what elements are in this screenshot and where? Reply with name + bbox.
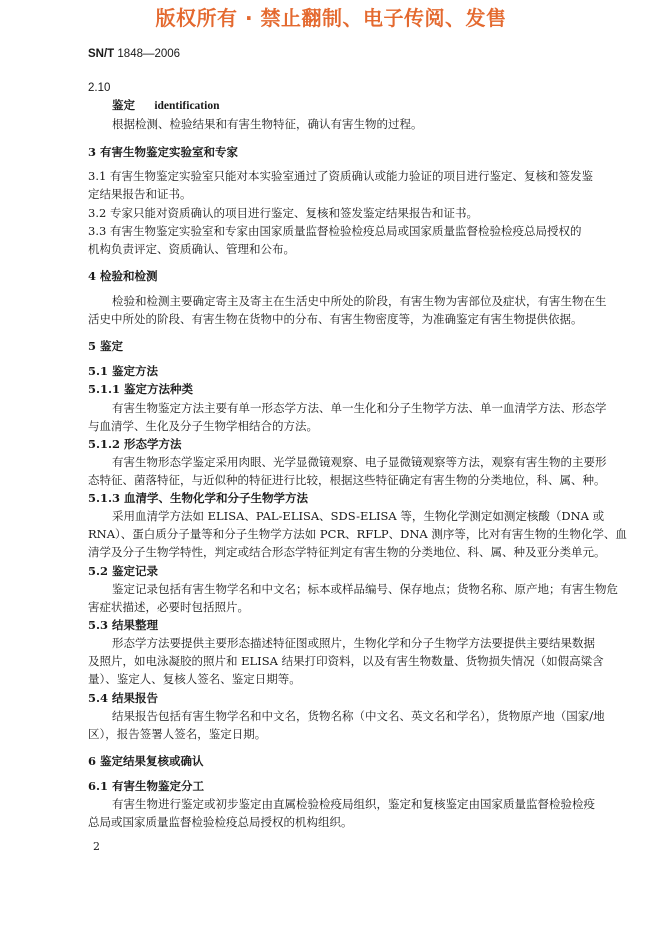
subsection-heading: 5.4 结果报告: [88, 691, 159, 705]
paragraph-line: 活史中所处的阶段、有害生物在货物中的分布、有害生物密度等，为准确鉴定有害生物提供依据。: [88, 312, 583, 326]
paragraph-line: 采用血清学方法如 ELISA、PAL-ELISA、SDS-ELISA 等，生物化学测定如测定核酸（DNA 或: [112, 509, 605, 523]
paragraph-line: 结果报告包括有害生物学名和中文名，货物名称（中文名、英文名和学名），货物原产地（国家/地: [112, 709, 605, 723]
paragraph-line: 有害生物进行鉴定或初步鉴定由直属检验检疫局组织，鉴定和复核鉴定由国家质量监督检验检疫: [112, 797, 595, 811]
subsection-heading: 5.1.2 形态学方法: [88, 437, 182, 451]
paragraph-line: 区），报告签署人签名，鉴定日期。: [88, 727, 267, 741]
copyright-watermark: 版权所有 · 禁止翻制、电子传阅、发售: [155, 6, 507, 30]
section-heading: 4 检验和检测: [88, 269, 158, 283]
clause-number: 2.10: [88, 82, 111, 94]
paragraph-line: 总局或国家质量监督检验检疫总局授权的机构组织。: [88, 815, 353, 829]
term-chinese: 鉴定: [112, 98, 135, 112]
paragraph-line: 及照片，如电泳凝胶的照片和 ELISA 结果打印资料，以及有害生物数量、货物损失情况（如假高粱含: [88, 654, 604, 668]
standard-prefix: SN/T: [88, 48, 115, 60]
paragraph-line: 3.2 专家只能对资质确认的项目进行鉴定、复核和签发鉴定结果报告和证书。: [88, 206, 478, 220]
page-number: 2: [93, 840, 100, 853]
term-line: [112, 97, 219, 114]
subsection-heading: 5.1.3 血清学、生物化学和分子生物学方法: [88, 491, 309, 505]
subsection-heading: 5.3 结果整理: [88, 618, 159, 632]
paragraph-line: 3.3 有害生物鉴定实验室和专家由国家质量监督检验检疫总局或国家质量监督检验检疫总局授权的: [88, 224, 582, 238]
paragraph-line: 机构负责评定、资质确认、管理和公布。: [88, 242, 295, 256]
subsection-heading: 5.2 鉴定记录: [88, 564, 159, 578]
paragraph-line: 定结果报告和证书。: [88, 187, 192, 201]
paragraph-line: 形态学方法要提供主要形态描述特征图或照片，生物化学和分子生物学方法要提供主要结果数据: [112, 636, 595, 650]
standard-code: [88, 48, 180, 60]
paragraph-line: 害症状描述，必要时包括照片。: [88, 600, 249, 614]
subsection-heading: 5.1.1 鉴定方法种类: [88, 382, 194, 396]
section-heading: 5 鉴定: [88, 339, 124, 353]
subsection-heading: 5.1 鉴定方法: [88, 364, 159, 378]
section-heading: 6 鉴定结果复核或确认: [88, 754, 204, 768]
paragraph-line: RNA）、蛋白质分子量等和分子生物学方法如 PCR、RFLP、DNA 测序等，比对有害生物的生物化学、血: [88, 527, 627, 541]
paragraph-line: 态特征、菌落特征，与近似种的特征进行比较，根据这些特征确定有害生物的分类地位，科、属、种。: [88, 473, 606, 487]
section-heading: 3 有害生物鉴定实验室和专家: [88, 145, 239, 159]
paragraph-line: 3.1 有害生物鉴定实验室只能对本实验室通过了资质确认或能力验证的项目进行鉴定、复核和签发鉴: [88, 169, 593, 183]
standard-number: 1848—2006: [117, 48, 181, 60]
subsection-heading: 6.1 有害生物鉴定分工: [88, 779, 205, 793]
paragraph-line: 检验和检测主要确定寄主及寄主在生活史中所处的阶段，有害生物为害部位及症状，有害生物在生: [112, 294, 607, 308]
term-definition: 根据检测、检验结果和有害生物特征，确认有害生物的过程。: [112, 117, 423, 131]
paragraph-line: 量）、鉴定人、复核人签名、鉴定日期等。: [88, 672, 301, 686]
paragraph-line: 鉴定记录包括有害生物学名和中文名；标本或样品编号、保存地点；货物名称、原产地；有害生物危: [112, 582, 618, 596]
term-english: identification: [154, 100, 220, 112]
paragraph-line: 与血清学、生化及分子生物学相结合的方法。: [88, 419, 318, 433]
paragraph-line: 有害生物形态学鉴定采用肉眼、光学显微镜观察、电子显微镜观察等方法，观察有害生物的主要形: [112, 455, 607, 469]
paragraph-line: 清学及分子生物学特性，判定或结合形态学特征判定有害生物的分类地位、科、属、种及亚分类单元。: [88, 545, 606, 559]
paragraph-line: 有害生物鉴定方法主要有单一形态学方法、单一生化和分子生物学方法、单一血清学方法、形态学: [112, 401, 607, 415]
